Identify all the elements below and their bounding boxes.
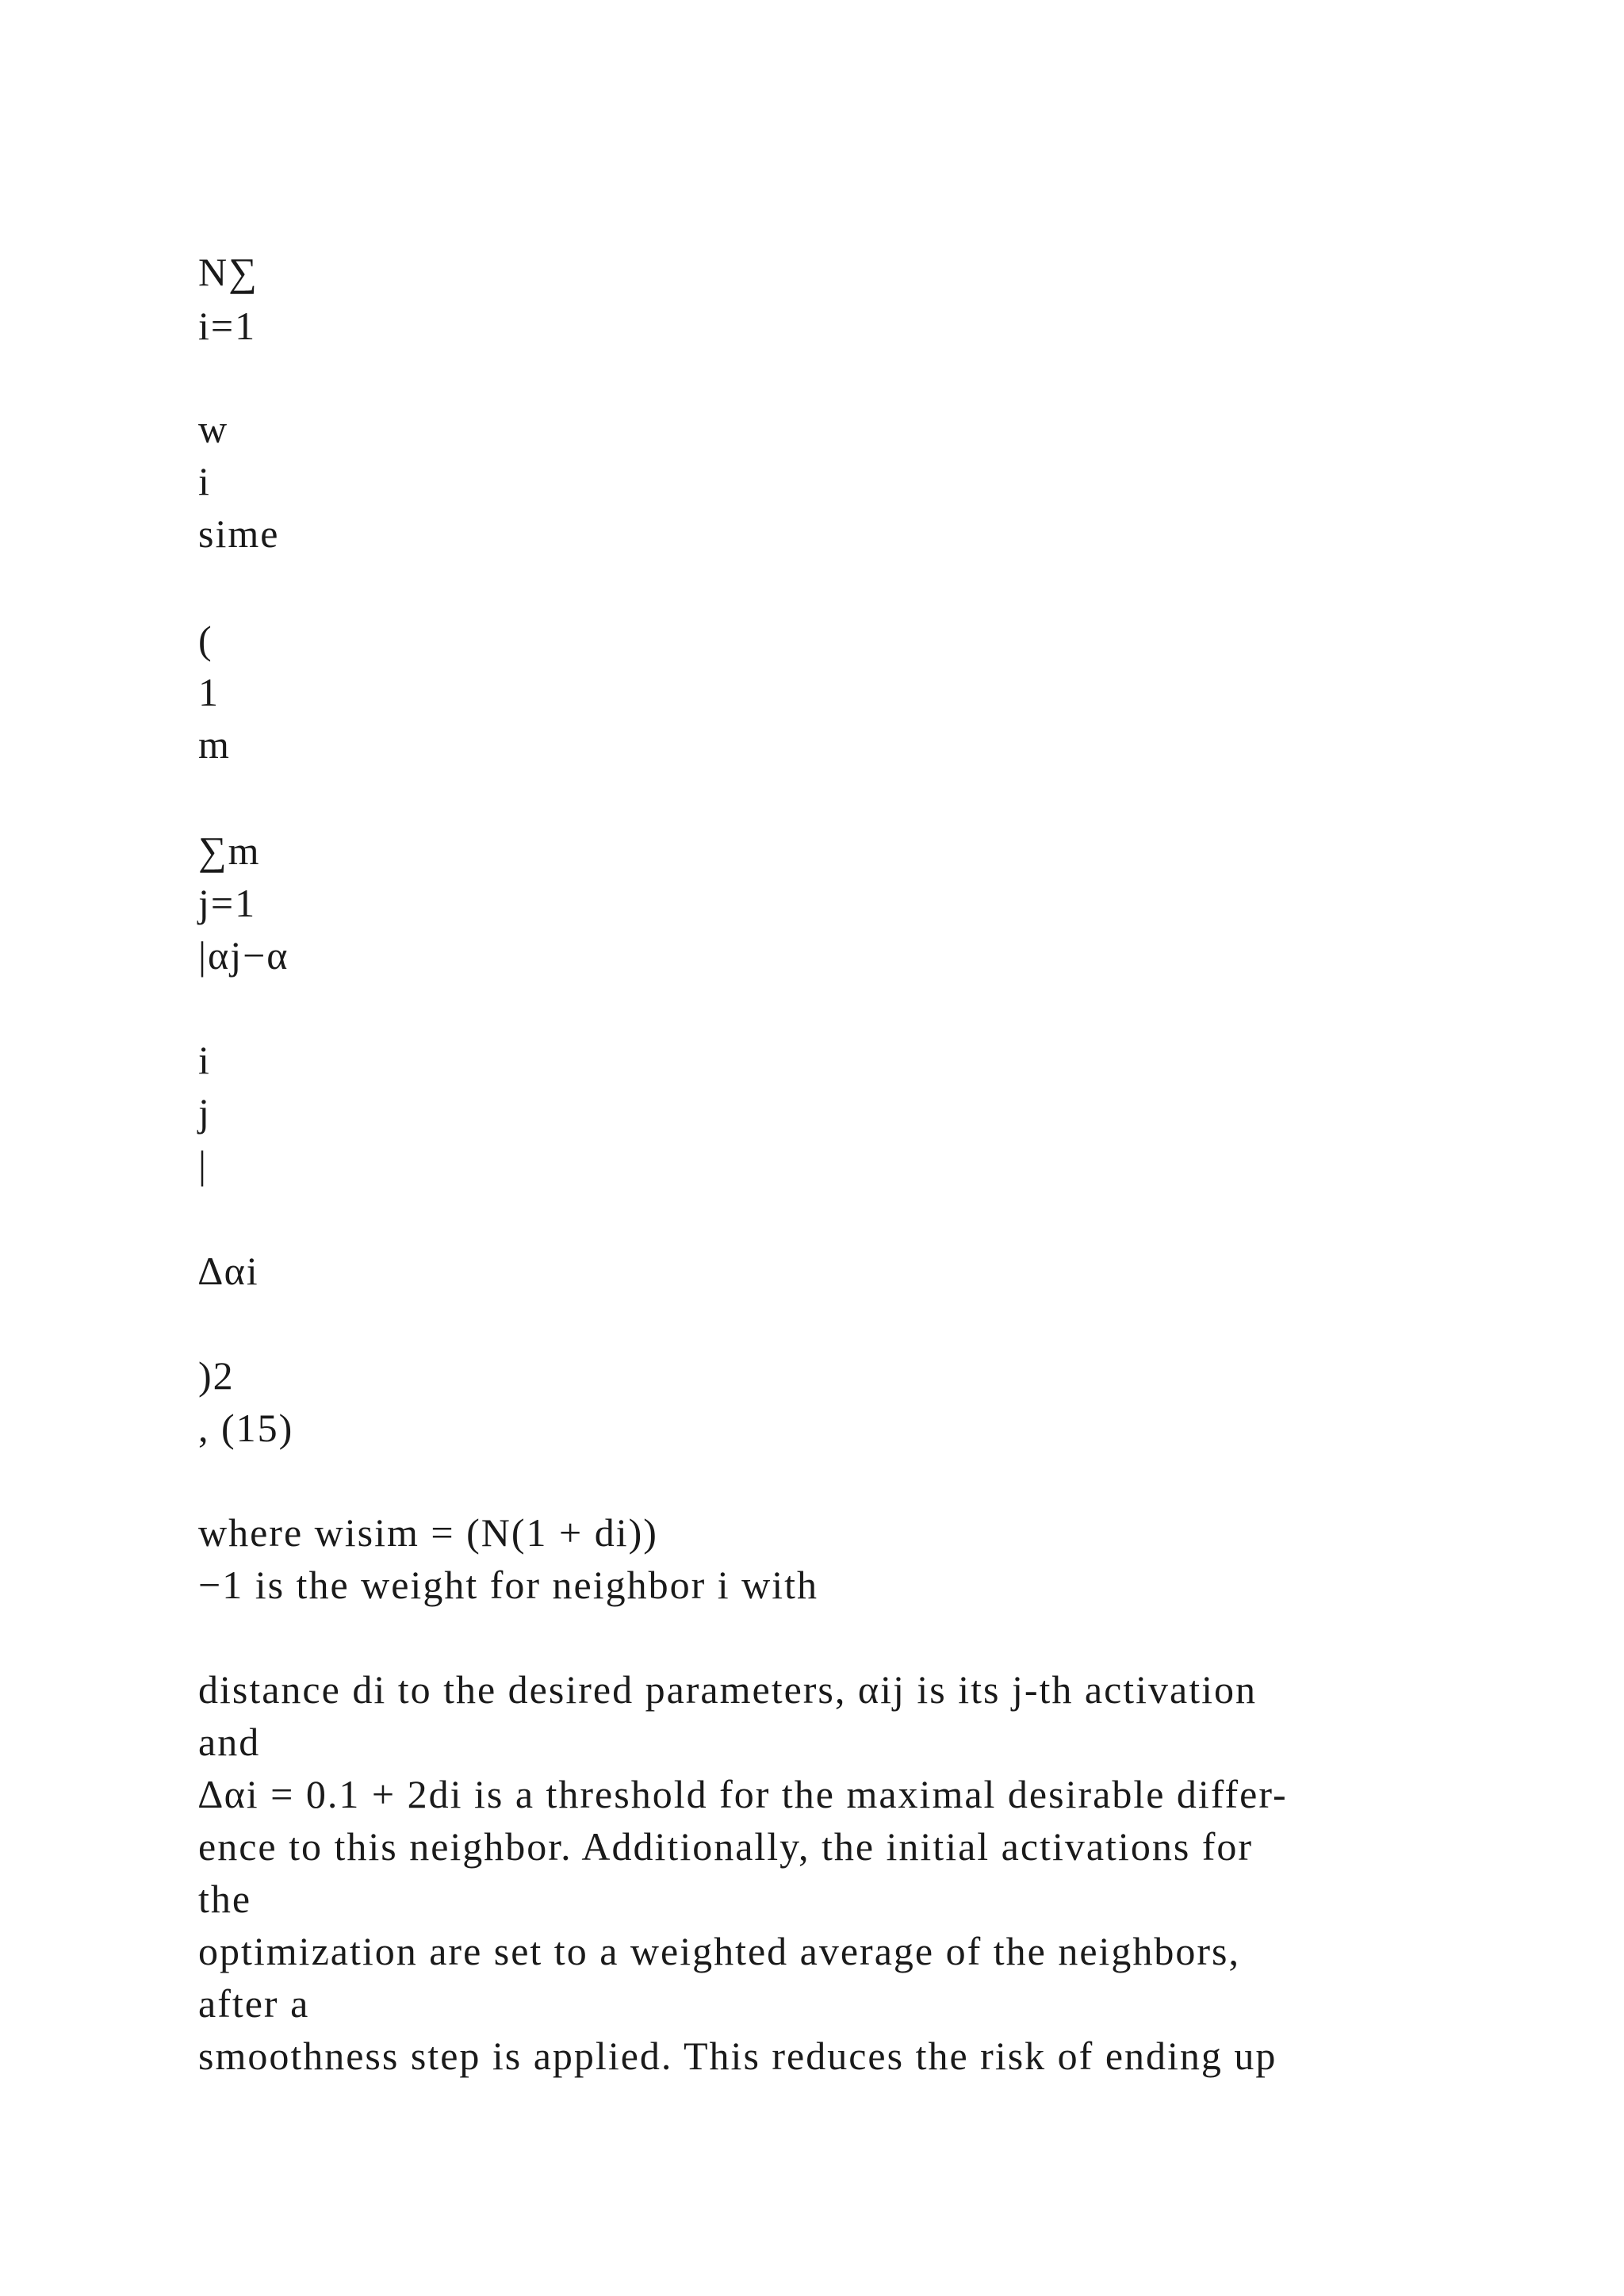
formula-line: | bbox=[198, 1142, 209, 1187]
formula-line: ∑m bbox=[198, 828, 261, 873]
body-text-line: smoothness step is applied. This reduces the risk of ending up bbox=[198, 2034, 1277, 2078]
formula-line: m bbox=[198, 722, 231, 767]
formula-line: ∆αi bbox=[198, 1249, 259, 1293]
formula-line: i=1 bbox=[198, 304, 257, 348]
body-text-line: and bbox=[198, 1720, 261, 1764]
body-text-line: the bbox=[198, 1877, 252, 1921]
body-text-line: ence to this neighbor. Additionally, the initial activations for bbox=[198, 1824, 1254, 1869]
formula-line: ( bbox=[198, 618, 213, 662]
formula-line: i bbox=[198, 459, 211, 503]
formula-line: j=1 bbox=[198, 881, 257, 925]
formula-line: |αj−α bbox=[198, 933, 289, 978]
body-text-line: ∆αi = 0.1 + 2di is a threshold for the maximal desirable differ- bbox=[198, 1772, 1288, 1816]
formula-line: j bbox=[198, 1090, 211, 1135]
body-text-line: after a bbox=[198, 1981, 310, 2026]
body-text-line: −1 is the weight for neighbor i with bbox=[198, 1563, 819, 1607]
formula-line: )2 bbox=[198, 1353, 235, 1398]
formula-line: 1 bbox=[198, 670, 220, 714]
formula-line: sime bbox=[198, 511, 280, 556]
formula-line: w bbox=[198, 407, 229, 451]
equation-number: , (15) bbox=[198, 1406, 294, 1450]
formula-line: i bbox=[198, 1038, 211, 1082]
body-text-line: where wisim = (N(1 + di)) bbox=[198, 1510, 658, 1555]
body-text-line: optimization are set to a weighted average of the neighbors, bbox=[198, 1929, 1241, 1973]
body-text-line: distance di to the desired parameters, αij is its j-th activation bbox=[198, 1667, 1258, 1712]
formula-line: N∑ bbox=[198, 250, 259, 294]
